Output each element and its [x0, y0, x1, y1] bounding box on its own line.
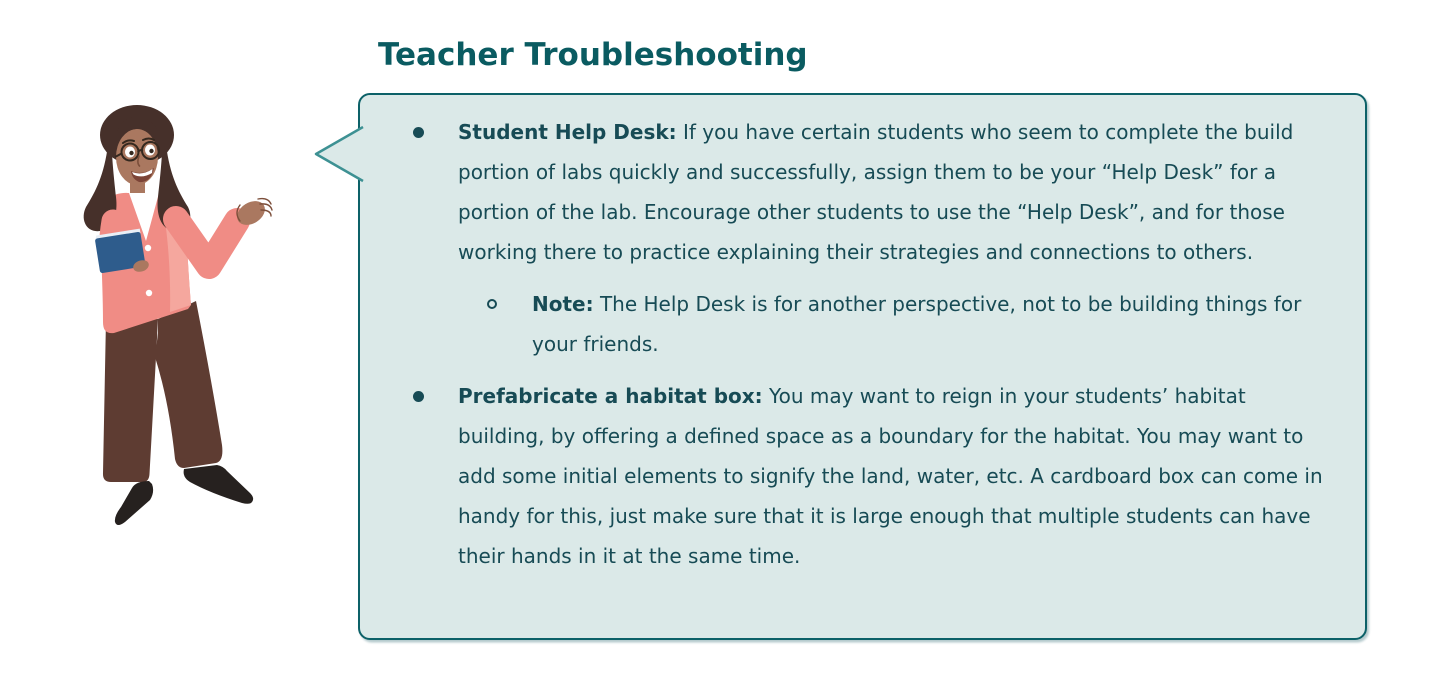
list-item	[360, 376, 1335, 576]
bullet-body: If you have certain students who seem to complete the build portion of labs quickly and successfully, assign them to be your “Help Desk” for a portion of the lab. Encourage other students to use the “Help Desk”, and for those working there to practice explaining their strategies and connections to others.	[458, 120, 1294, 264]
list-item	[360, 112, 1335, 272]
bullet-lead: Prefabricate a habitat box:	[458, 384, 763, 408]
page-title: Teacher Troubleshooting	[378, 37, 808, 73]
bullet-text	[458, 112, 1335, 272]
teacher-illustration	[70, 93, 320, 538]
teacher-pupil	[149, 149, 153, 153]
teacher-button	[145, 245, 151, 251]
bullet-body: You may want to reign in your students’ habitat building, by offering a defined space as a boundary for the habitat. You may want to add some initial elements to signify the land, water, etc. A cardboard box can come in handy for this, just make sure that it is large enough that multiple students can have their hands in it at the same time.	[458, 384, 1323, 568]
bullet-dot-icon	[413, 127, 424, 138]
list-item	[360, 284, 1335, 364]
speech-bubble	[358, 93, 1367, 640]
bullet-list	[360, 95, 1365, 638]
bullet-dot-icon	[413, 391, 424, 402]
bullet-text	[458, 376, 1335, 576]
bullet-text	[532, 284, 1335, 364]
bullet-lead: Student Help Desk:	[458, 120, 677, 144]
bullet-circle-icon	[487, 299, 497, 309]
teacher-pupil	[129, 151, 133, 155]
bullet-lead: Note:	[532, 292, 594, 316]
speech-bubble-tail-icon	[312, 126, 364, 184]
bullet-body: The Help Desk is for another perspective, not to be building things for your friends.	[532, 292, 1302, 356]
teacher-button	[146, 290, 152, 296]
